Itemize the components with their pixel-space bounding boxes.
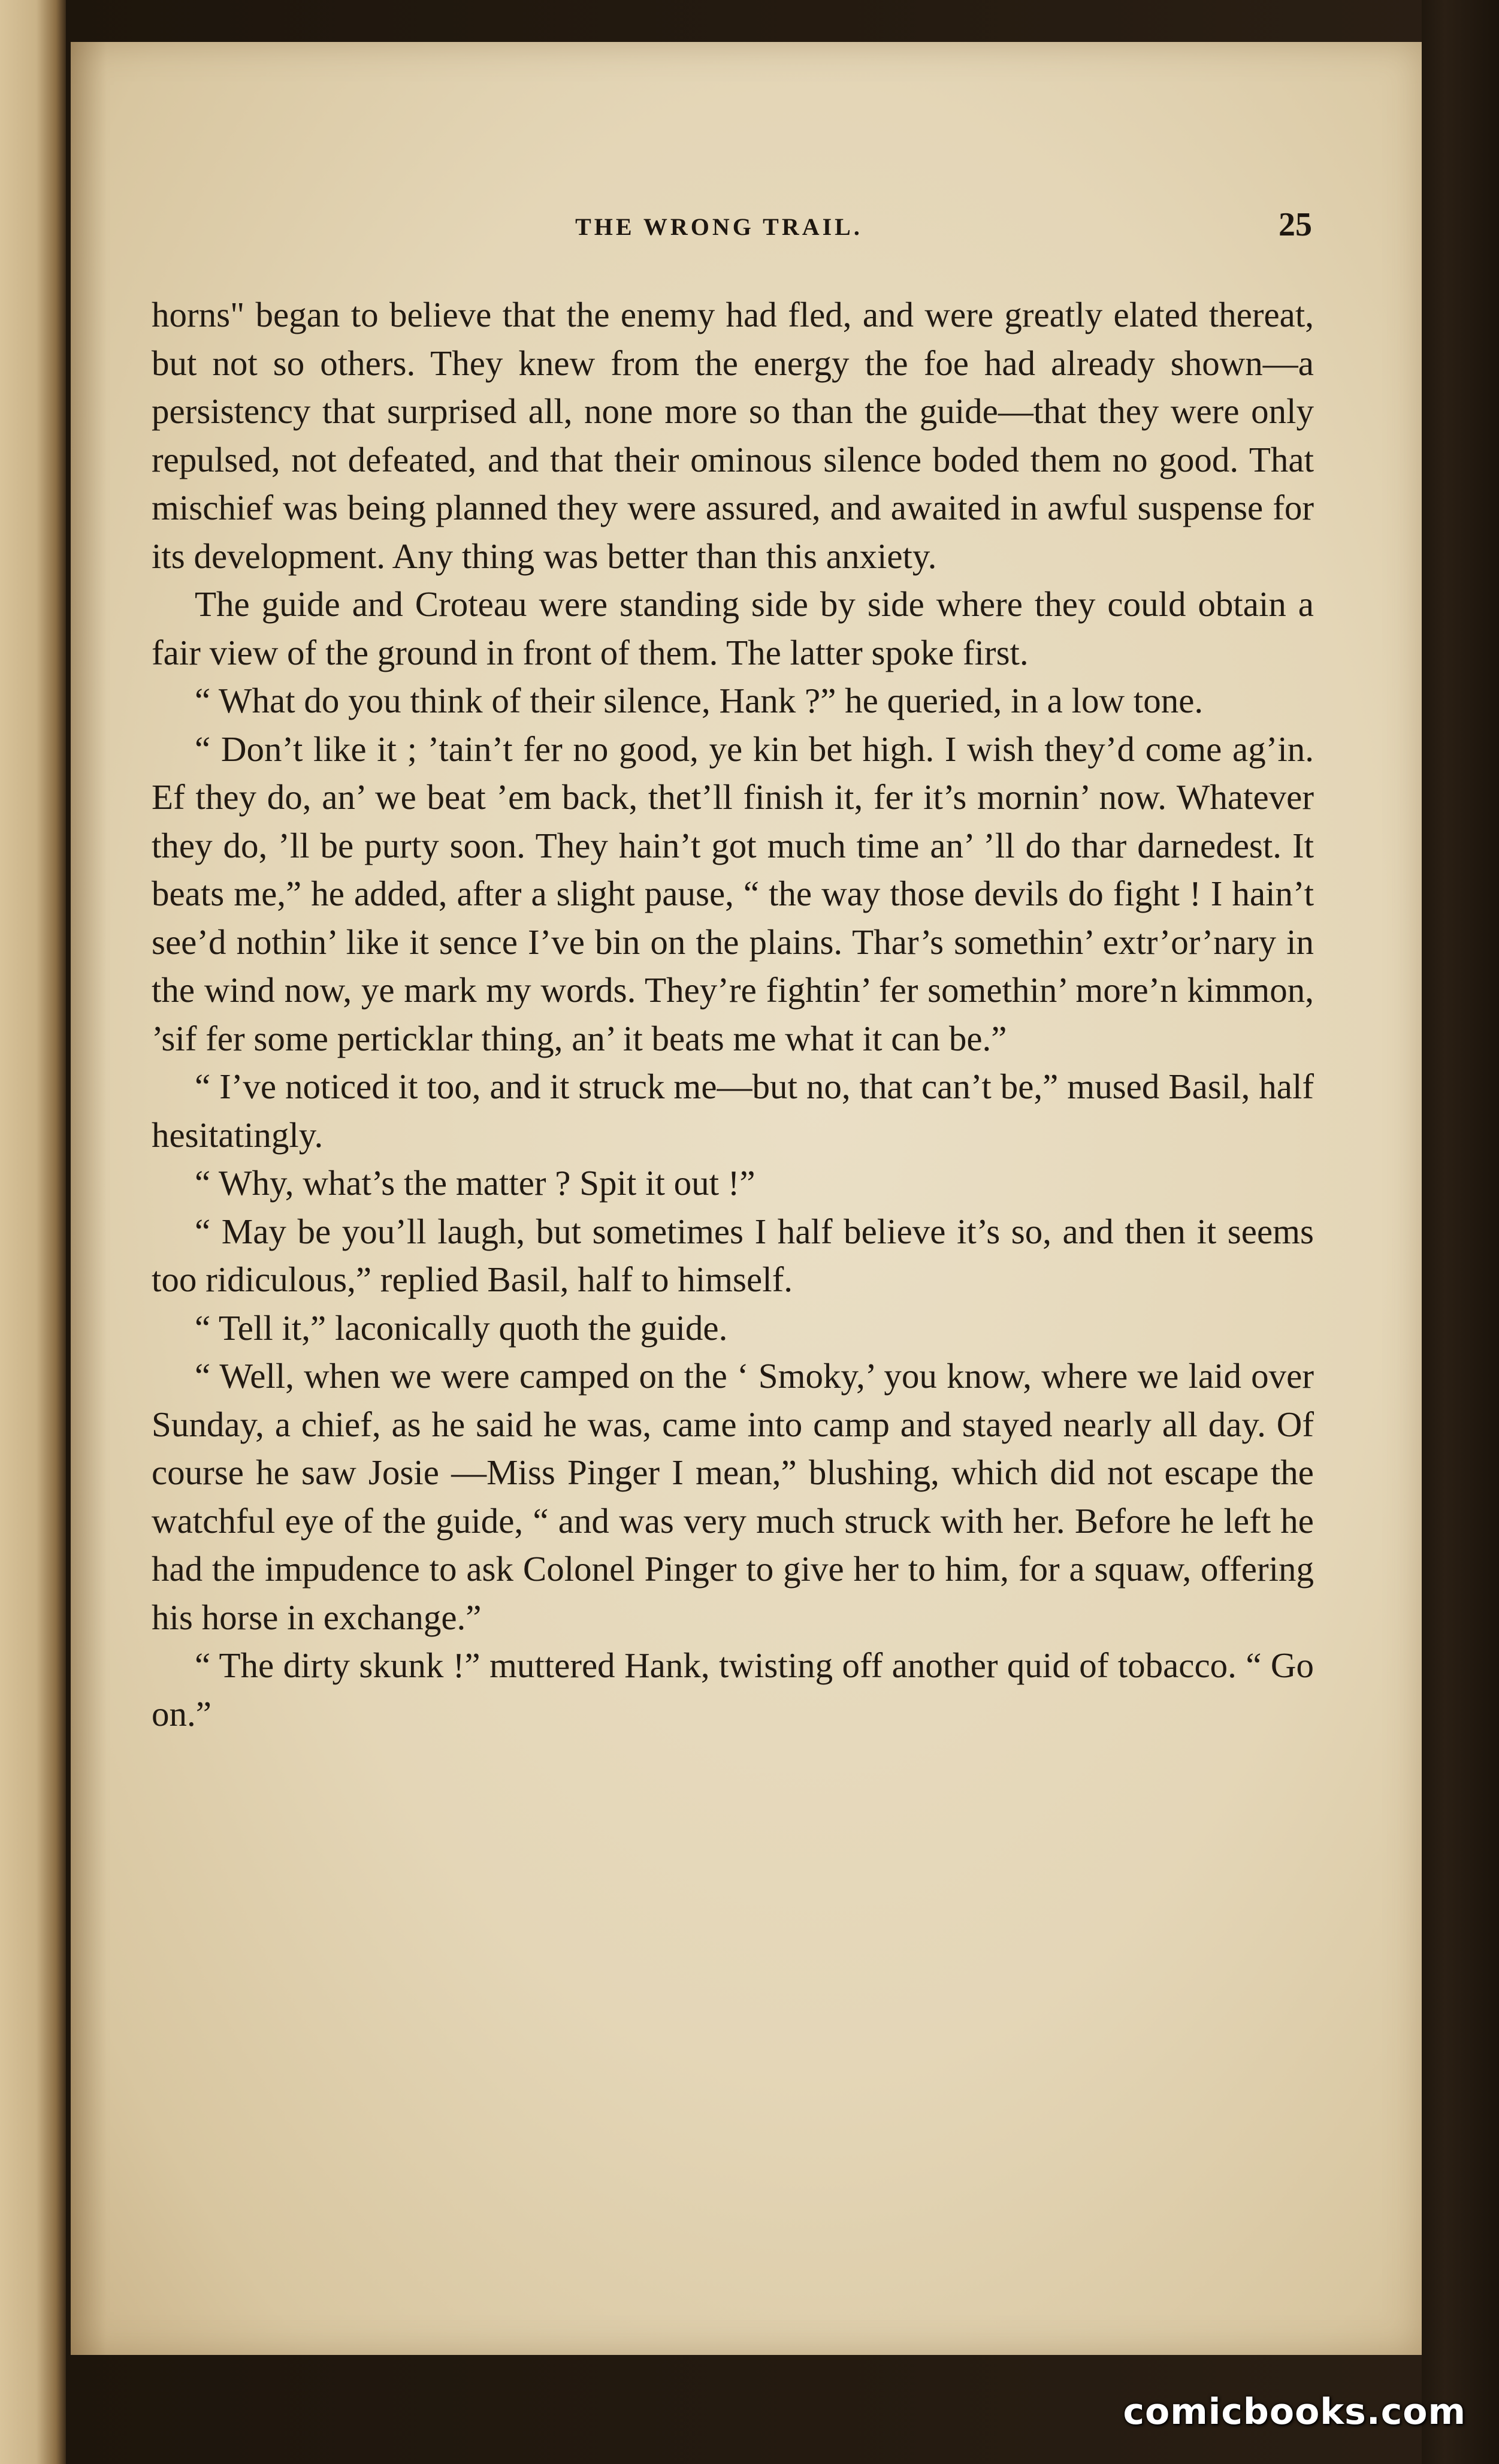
page-number: 25 [1279,206,1312,243]
paragraph: horns" began to believe that the enemy had fled, and were greatly elated thereat, but not so others. They knew from the energy the foe had already shown—a persistency that surprised all, none more so than the guide—that they were only repulsed, not defeated, and that their ominous silence boded them no good. That mischief was being planned they were assured, and awaited in awful suspense for its development. Any thing was better than this anxiety. [152,295,1314,576]
paragraph: “ Tell it,” laconically quoth the guide. [195,1308,728,1348]
paragraph: “ What do you think of their silence, Hank ?” he queried, in a low tone. [195,681,1204,720]
site-watermark: comicbooks.com [1123,2391,1466,2433]
paragraph: “ The dirty skunk !” muttered Hank, twisting off another quid of tobacco. “ Go on.” [152,1645,1314,1734]
paragraph: “ I’ve noticed it too, and it struck me—but no, that can’t be,” mused Basil, half hesitatingly. [152,1067,1314,1155]
page-header [126,201,1312,255]
left-page-edge [0,0,66,2464]
running-head: THE WRONG TRAIL. [575,213,863,240]
paragraph: The guide and Croteau were standing side by side where they could obtain a fair view of the ground in front of them. The latter spoke first. [152,584,1314,672]
right-book-edge [1422,0,1499,2464]
paragraph: “ Well, when we were camped on the ‘ Smoky,’ you know, where we laid over Sunday, a chief, as he said he was, came into camp and stayed nearly all day. Of course he saw Josie —Miss Pinger I mean,” blushing, which did not escape the watchful eye of the guide, “ and was very much struck with her. Before he left he had the impudence to ask Colonel Pinger to give her to him, for a squaw, offering his horse in exchange.” [152,1356,1314,1637]
body-text [152,291,1314,1738]
paragraph: “ Don’t like it ; ’tain’t fer no good, ye kin bet high. I wish they’d come ag’in. Ef they do, an’ we beat ’em back, thet’ll finish it, fer it’s mornin’ now. Whatever they do, ’ll be purty soon. They hain’t got much time an’ ’ll do thar darnedest. It beats me,” he added, after a slight pause, “ the way those devils do fight ! I hain’t see’d nothin’ like it sence I’ve bin on the plains. Thar’s somethin’ extr’or’nary in the wind now, ye mark my words. They’re fightin’ fer somethin’ more’n kimmon, ’sif fer some perticklar thing, an’ it beats me what it can be.” [152,729,1314,1058]
paragraph: “ May be you’ll laugh, but sometimes I half believe it’s so, and then it seems too ridiculous,” replied Basil, half to himself. [152,1211,1314,1299]
paragraph: “ Why, what’s the matter ? Spit it out !” [195,1163,755,1203]
